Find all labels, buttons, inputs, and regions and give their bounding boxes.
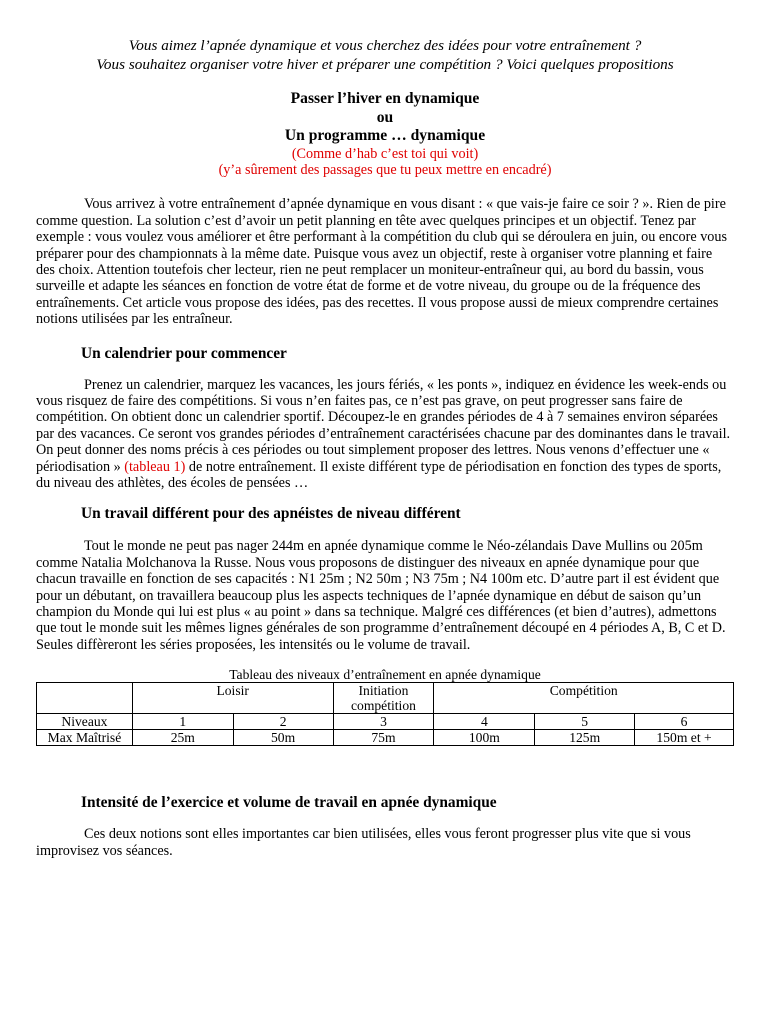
- table-cell: 125m: [535, 730, 635, 746]
- table-cell: 50m: [233, 730, 333, 746]
- table-cell: 3: [333, 714, 434, 730]
- title-block: [36, 90, 734, 178]
- calendar-paragraph: [36, 377, 734, 492]
- table-cell: 2: [233, 714, 333, 730]
- intro-line-2: Vous souhaitez organiser votre hiver et préparer une compétition ? Voici quelques propositions: [96, 56, 674, 73]
- section-heading-calendar: Un calendrier pour commencer: [81, 344, 287, 362]
- table-row-niveaux: [37, 714, 734, 730]
- row-label-niveaux: Niveaux: [37, 714, 133, 730]
- intro-line-1: Vous aimez l’apnée dynamique et vous cherchez des idées pour votre entraînement ?: [128, 37, 642, 54]
- intro-block: [36, 36, 734, 74]
- table-reference: (tableau 1): [124, 458, 186, 475]
- table-row-max: [37, 730, 734, 746]
- section-heading-intensity: Intensité de l’exercice et volume de travail en apnée dynamique: [81, 794, 497, 812]
- levels-paragraph: Tout le monde ne peut pas nager 244m en apnée dynamique comme le Néo-zélandais Dave Mullins ou 205m comme Natalia Molchanova la Russe. Nous vous proposons de distinguer des niveaux en apnée dynamique pour que chacun travaille en fonction de ses capacités : N1 25m ; N2 50m ; N3 75m ; N4 100m etc. D’autre part il est évident que pour un débutant, on travaillera beaucoup plus les aspects techniques de l’apnée dynamique en début de saison qu’un champion du Monde qui lui est plus « au point » dans sa technique. Malgré ces différences (et bien d’autres), admettons que tout le monde suit les mêmes lignes générales de son programme d’entraînement découpé en 4 périodes A, B, C et D. Seules diffèreront les séries proposées, les intensités ou le volume de travail.: [36, 538, 726, 653]
- editor-note-1: (Comme d’hab c’est toi qui voit): [291, 145, 479, 162]
- table-cell: 1: [132, 714, 233, 730]
- alt-title: Un programme … dynamique: [284, 127, 486, 144]
- levels-table: [36, 682, 734, 746]
- table-cell: 6: [635, 714, 734, 730]
- calendar-text-before: Prenez un calendrier, marquez les vacances, les jours fériés, « les ponts », indiquez en évidence les week-ends ou vous risquez de faire des compétitions. Si vous n’en faites pas, ce n’est pas grave, on peut progresser sans faire de compétition. On obtient donc un calendrier sportif. Découpez-le en grandes périodes de 4 à 7 semaines environ séparées par des vacances. Ce seront vos grandes périodes d’entraînement caractérisées chacune par des dominantes dans le travail. On peut donner des noms précis à ces périodes ou tout simplement proposer des lettres. Nous venons d’effectuer une « périodisation »: [36, 376, 731, 475]
- intro-paragraph: Vous arrivez à votre entraînement d’apnée dynamique en vous disant : « que vais-je faire ce soir ? ». Rien de pire comme question. La solution c’est d’avoir un petit planning en tête avec quelques principes et un objectif. Tenez par exemple : vous voulez vous améliorer et être performant à la compétition du club qui se déroulera en juin, ou encore vous préparer pour des championnats à la même date. Puisque vous avez un objectif, reste à organiser votre planning et faire des choix. Attention toutefois cher lecteur, rien ne peut remplacer un moniteur-entraîneur qui, au bord du bassin, vous surveille et adapte les séances en fonction de votre état de forme et de votre niveau, du groupe ou de la fréquence des entraînements. Cet article vous propose des idées, pas des recettes. Il vous propose aussi de mieux comprendre certaines notions utilisées par les entraîneur.: [36, 196, 728, 328]
- table-corner-cell: [37, 683, 133, 714]
- title-conjunction: ou: [376, 108, 394, 126]
- table-header-row: [37, 683, 734, 714]
- table-cell: 150m et +: [635, 730, 734, 746]
- editor-note-2: (y’a sûrement des passages que tu peux mettre en encadré): [218, 161, 552, 178]
- group-loisir: Loisir: [132, 683, 333, 714]
- table-cell: 5: [535, 714, 635, 730]
- main-title: Passer l’hiver en dynamique: [290, 90, 480, 107]
- group-initiation: Initiation compétition: [333, 683, 434, 714]
- intensity-paragraph: Ces deux notions sont elles importantes car bien utilisées, elles vous feront progresser plus vite que si vous improvisez vos séances.: [36, 826, 691, 859]
- table-cell: 75m: [333, 730, 434, 746]
- table-cell: 25m: [132, 730, 233, 746]
- document-page: [36, 36, 734, 859]
- row-label-max: Max Maîtrisé: [37, 730, 133, 746]
- table-cell: 4: [434, 714, 535, 730]
- table-cell: 100m: [434, 730, 535, 746]
- section-heading-levels: Un travail différent pour des apnéistes de niveau différent: [81, 505, 461, 523]
- calendar-text-after: de notre entraînement. Il existe différent type de périodisation en fonction des types de sports, du niveau des athlètes, des écoles de pensées …: [36, 458, 722, 491]
- group-competition: Compétition: [434, 683, 734, 714]
- table-caption: Tableau des niveaux d’entraînement en apnée dynamique: [229, 667, 541, 683]
